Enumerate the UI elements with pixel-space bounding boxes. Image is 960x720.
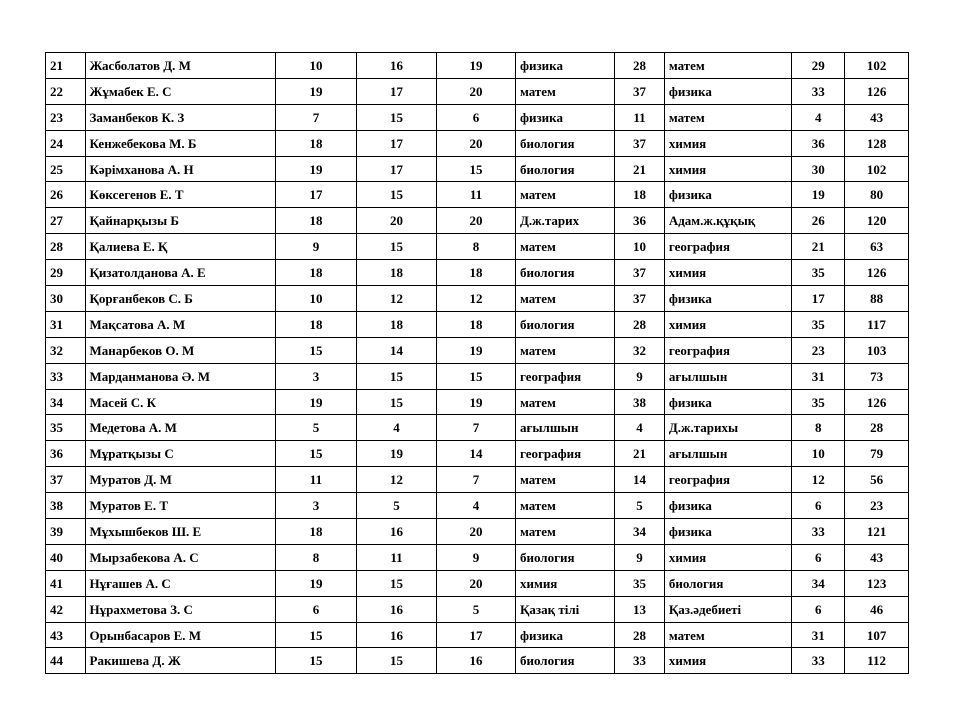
elective-1-subject-cell: география [515, 441, 614, 467]
elective-2-score-cell: 4 [792, 104, 845, 130]
score-3-cell: 9 [436, 544, 515, 570]
elective-2-subject-cell: биология [664, 570, 792, 596]
row-number-cell: 43 [46, 622, 86, 648]
elective-1-score-cell: 11 [615, 104, 665, 130]
elective-1-subject-cell: Д.ж.тарих [515, 208, 614, 234]
total-score-cell: 73 [845, 363, 909, 389]
score-3-cell: 19 [436, 53, 515, 79]
elective-2-subject-cell: физика [664, 389, 792, 415]
score-2-cell: 15 [356, 234, 436, 260]
score-1-cell: 17 [275, 182, 356, 208]
total-score-cell: 126 [845, 78, 909, 104]
student-name-cell: Масей С. К [85, 389, 275, 415]
table-row [46, 493, 909, 519]
elective-2-score-cell: 8 [792, 415, 845, 441]
elective-2-subject-cell: физика [664, 286, 792, 312]
student-name-cell: Мырзабекова А. С [85, 544, 275, 570]
student-name-cell: Мұхышбеков Ш. Е [85, 519, 275, 545]
elective-2-score-cell: 6 [792, 544, 845, 570]
score-2-cell: 15 [356, 363, 436, 389]
total-score-cell: 43 [845, 544, 909, 570]
total-score-cell: 117 [845, 311, 909, 337]
table-row [46, 104, 909, 130]
score-1-cell: 10 [275, 286, 356, 312]
elective-2-score-cell: 36 [792, 130, 845, 156]
elective-2-subject-cell: ағылшын [664, 441, 792, 467]
score-3-cell: 15 [436, 363, 515, 389]
score-2-cell: 11 [356, 544, 436, 570]
score-1-cell: 6 [275, 596, 356, 622]
results-table-body [46, 53, 909, 674]
score-1-cell: 15 [275, 441, 356, 467]
elective-1-score-cell: 4 [615, 415, 665, 441]
elective-1-score-cell: 37 [615, 130, 665, 156]
score-3-cell: 20 [436, 208, 515, 234]
total-score-cell: 126 [845, 389, 909, 415]
student-name-cell: Қайнарқызы Б [85, 208, 275, 234]
elective-1-score-cell: 36 [615, 208, 665, 234]
total-score-cell: 80 [845, 182, 909, 208]
elective-1-subject-cell: матем [515, 78, 614, 104]
student-name-cell: Нұғашев А. С [85, 570, 275, 596]
score-1-cell: 19 [275, 570, 356, 596]
score-1-cell: 8 [275, 544, 356, 570]
score-1-cell: 18 [275, 519, 356, 545]
score-3-cell: 6 [436, 104, 515, 130]
row-number-cell: 44 [46, 648, 86, 674]
score-3-cell: 19 [436, 389, 515, 415]
elective-2-score-cell: 6 [792, 596, 845, 622]
score-2-cell: 16 [356, 53, 436, 79]
score-3-cell: 19 [436, 337, 515, 363]
row-number-cell: 32 [46, 337, 86, 363]
total-score-cell: 121 [845, 519, 909, 545]
elective-2-score-cell: 33 [792, 519, 845, 545]
elective-1-subject-cell: физика [515, 104, 614, 130]
student-name-cell: Муратов Е. Т [85, 493, 275, 519]
elective-1-subject-cell: биология [515, 648, 614, 674]
elective-1-score-cell: 18 [615, 182, 665, 208]
elective-1-subject-cell: матем [515, 467, 614, 493]
score-2-cell: 16 [356, 622, 436, 648]
score-1-cell: 19 [275, 389, 356, 415]
elective-2-subject-cell: география [664, 234, 792, 260]
student-name-cell: Манарбеков О. М [85, 337, 275, 363]
elective-1-score-cell: 21 [615, 441, 665, 467]
score-2-cell: 14 [356, 337, 436, 363]
table-row [46, 53, 909, 79]
elective-2-score-cell: 17 [792, 286, 845, 312]
elective-2-score-cell: 6 [792, 493, 845, 519]
table-row [46, 156, 909, 182]
score-3-cell: 7 [436, 415, 515, 441]
elective-1-subject-cell: матем [515, 389, 614, 415]
elective-2-score-cell: 29 [792, 53, 845, 79]
elective-2-subject-cell: Адам.ж.құқық [664, 208, 792, 234]
elective-1-subject-cell: биология [515, 544, 614, 570]
student-name-cell: Муратов Д. М [85, 467, 275, 493]
elective-1-subject-cell: география [515, 363, 614, 389]
score-1-cell: 19 [275, 156, 356, 182]
score-1-cell: 15 [275, 337, 356, 363]
student-name-cell: Кәрімханова А. Н [85, 156, 275, 182]
student-name-cell: Жұмабек Е. С [85, 78, 275, 104]
elective-2-subject-cell: Д.ж.тарихы [664, 415, 792, 441]
row-number-cell: 41 [46, 570, 86, 596]
score-3-cell: 11 [436, 182, 515, 208]
elective-2-subject-cell: химия [664, 156, 792, 182]
score-3-cell: 20 [436, 519, 515, 545]
elective-2-score-cell: 21 [792, 234, 845, 260]
student-name-cell: Қалиева Е. Қ [85, 234, 275, 260]
student-name-cell: Ракишева Д. Ж [85, 648, 275, 674]
student-name-cell: Мақсатова А. М [85, 311, 275, 337]
score-2-cell: 15 [356, 182, 436, 208]
student-name-cell: Заманбеков К. З [85, 104, 275, 130]
table-row [46, 208, 909, 234]
row-number-cell: 33 [46, 363, 86, 389]
elective-2-subject-cell: география [664, 337, 792, 363]
score-3-cell: 18 [436, 260, 515, 286]
elective-1-subject-cell: физика [515, 53, 614, 79]
score-1-cell: 3 [275, 363, 356, 389]
score-3-cell: 20 [436, 130, 515, 156]
score-3-cell: 17 [436, 622, 515, 648]
elective-2-score-cell: 19 [792, 182, 845, 208]
row-number-cell: 39 [46, 519, 86, 545]
row-number-cell: 26 [46, 182, 86, 208]
elective-1-score-cell: 28 [615, 622, 665, 648]
elective-2-score-cell: 10 [792, 441, 845, 467]
total-score-cell: 56 [845, 467, 909, 493]
student-name-cell: Жасболатов Д. М [85, 53, 275, 79]
total-score-cell: 79 [845, 441, 909, 467]
table-row [46, 260, 909, 286]
elective-2-score-cell: 35 [792, 311, 845, 337]
elective-1-subject-cell: биология [515, 156, 614, 182]
elective-2-subject-cell: матем [664, 104, 792, 130]
table-row [46, 363, 909, 389]
score-1-cell: 18 [275, 208, 356, 234]
total-score-cell: 128 [845, 130, 909, 156]
score-1-cell: 9 [275, 234, 356, 260]
elective-2-score-cell: 35 [792, 260, 845, 286]
elective-1-score-cell: 14 [615, 467, 665, 493]
row-number-cell: 42 [46, 596, 86, 622]
table-row [46, 389, 909, 415]
elective-2-score-cell: 33 [792, 78, 845, 104]
table-row [46, 78, 909, 104]
row-number-cell: 35 [46, 415, 86, 441]
total-score-cell: 126 [845, 260, 909, 286]
total-score-cell: 120 [845, 208, 909, 234]
total-score-cell: 23 [845, 493, 909, 519]
elective-1-subject-cell: физика [515, 622, 614, 648]
elective-2-subject-cell: физика [664, 182, 792, 208]
score-2-cell: 20 [356, 208, 436, 234]
table-row [46, 311, 909, 337]
elective-2-score-cell: 31 [792, 622, 845, 648]
elective-1-score-cell: 35 [615, 570, 665, 596]
elective-2-subject-cell: химия [664, 311, 792, 337]
score-2-cell: 16 [356, 519, 436, 545]
elective-1-score-cell: 28 [615, 311, 665, 337]
score-3-cell: 12 [436, 286, 515, 312]
elective-1-score-cell: 37 [615, 286, 665, 312]
elective-1-score-cell: 21 [615, 156, 665, 182]
table-row [46, 570, 909, 596]
student-name-cell: Көксегенов Е. Т [85, 182, 275, 208]
elective-1-subject-cell: матем [515, 286, 614, 312]
results-table [45, 52, 909, 674]
total-score-cell: 46 [845, 596, 909, 622]
score-1-cell: 3 [275, 493, 356, 519]
elective-2-score-cell: 23 [792, 337, 845, 363]
elective-1-subject-cell: биология [515, 260, 614, 286]
row-number-cell: 37 [46, 467, 86, 493]
score-1-cell: 15 [275, 622, 356, 648]
elective-2-score-cell: 33 [792, 648, 845, 674]
elective-2-subject-cell: физика [664, 493, 792, 519]
table-row [46, 596, 909, 622]
student-name-cell: Орынбасаров Е. М [85, 622, 275, 648]
row-number-cell: 22 [46, 78, 86, 104]
elective-1-subject-cell: Қазақ тілі [515, 596, 614, 622]
score-2-cell: 17 [356, 130, 436, 156]
elective-1-score-cell: 32 [615, 337, 665, 363]
table-row [46, 130, 909, 156]
score-3-cell: 14 [436, 441, 515, 467]
elective-1-score-cell: 34 [615, 519, 665, 545]
total-score-cell: 28 [845, 415, 909, 441]
score-2-cell: 15 [356, 648, 436, 674]
elective-1-subject-cell: матем [515, 493, 614, 519]
table-row [46, 415, 909, 441]
elective-2-subject-cell: физика [664, 78, 792, 104]
score-1-cell: 15 [275, 648, 356, 674]
elective-1-score-cell: 9 [615, 544, 665, 570]
score-1-cell: 18 [275, 130, 356, 156]
total-score-cell: 43 [845, 104, 909, 130]
elective-1-score-cell: 9 [615, 363, 665, 389]
table-row [46, 286, 909, 312]
score-2-cell: 15 [356, 389, 436, 415]
row-number-cell: 28 [46, 234, 86, 260]
row-number-cell: 21 [46, 53, 86, 79]
row-number-cell: 34 [46, 389, 86, 415]
score-1-cell: 11 [275, 467, 356, 493]
score-1-cell: 18 [275, 260, 356, 286]
total-score-cell: 102 [845, 53, 909, 79]
score-2-cell: 17 [356, 78, 436, 104]
elective-1-subject-cell: матем [515, 337, 614, 363]
elective-1-score-cell: 38 [615, 389, 665, 415]
elective-2-score-cell: 34 [792, 570, 845, 596]
score-2-cell: 4 [356, 415, 436, 441]
elective-2-subject-cell: матем [664, 53, 792, 79]
elective-2-subject-cell: география [664, 467, 792, 493]
elective-1-subject-cell: матем [515, 519, 614, 545]
row-number-cell: 30 [46, 286, 86, 312]
score-2-cell: 18 [356, 260, 436, 286]
row-number-cell: 31 [46, 311, 86, 337]
score-1-cell: 18 [275, 311, 356, 337]
score-3-cell: 20 [436, 78, 515, 104]
score-1-cell: 19 [275, 78, 356, 104]
score-3-cell: 20 [436, 570, 515, 596]
score-3-cell: 8 [436, 234, 515, 260]
row-number-cell: 23 [46, 104, 86, 130]
elective-2-subject-cell: химия [664, 544, 792, 570]
elective-2-subject-cell: физика [664, 519, 792, 545]
table-row [46, 337, 909, 363]
elective-2-subject-cell: ағылшын [664, 363, 792, 389]
score-2-cell: 17 [356, 156, 436, 182]
total-score-cell: 102 [845, 156, 909, 182]
elective-2-subject-cell: химия [664, 648, 792, 674]
table-row [46, 519, 909, 545]
table-row [46, 234, 909, 260]
elective-2-subject-cell: химия [664, 260, 792, 286]
elective-2-subject-cell: матем [664, 622, 792, 648]
student-name-cell: Кенжебекова М. Б [85, 130, 275, 156]
student-name-cell: Марданманова Ә. М [85, 363, 275, 389]
elective-1-subject-cell: биология [515, 311, 614, 337]
elective-1-score-cell: 33 [615, 648, 665, 674]
table-row [46, 544, 909, 570]
elective-2-score-cell: 31 [792, 363, 845, 389]
total-score-cell: 123 [845, 570, 909, 596]
score-2-cell: 12 [356, 467, 436, 493]
score-2-cell: 19 [356, 441, 436, 467]
table-row [46, 648, 909, 674]
score-2-cell: 12 [356, 286, 436, 312]
elective-2-score-cell: 26 [792, 208, 845, 234]
score-3-cell: 4 [436, 493, 515, 519]
elective-1-subject-cell: матем [515, 182, 614, 208]
row-number-cell: 29 [46, 260, 86, 286]
score-3-cell: 7 [436, 467, 515, 493]
elective-1-subject-cell: матем [515, 234, 614, 260]
row-number-cell: 38 [46, 493, 86, 519]
elective-2-score-cell: 35 [792, 389, 845, 415]
score-3-cell: 16 [436, 648, 515, 674]
score-2-cell: 16 [356, 596, 436, 622]
row-number-cell: 25 [46, 156, 86, 182]
total-score-cell: 107 [845, 622, 909, 648]
table-row [46, 182, 909, 208]
total-score-cell: 63 [845, 234, 909, 260]
total-score-cell: 103 [845, 337, 909, 363]
elective-2-score-cell: 12 [792, 467, 845, 493]
student-name-cell: Қорғанбеков С. Б [85, 286, 275, 312]
score-2-cell: 5 [356, 493, 436, 519]
score-1-cell: 10 [275, 53, 356, 79]
student-name-cell: Медетова А. М [85, 415, 275, 441]
score-3-cell: 18 [436, 311, 515, 337]
elective-1-subject-cell: химия [515, 570, 614, 596]
student-name-cell: Нұрахметова З. С [85, 596, 275, 622]
score-1-cell: 7 [275, 104, 356, 130]
row-number-cell: 40 [46, 544, 86, 570]
elective-1-score-cell: 28 [615, 53, 665, 79]
score-3-cell: 5 [436, 596, 515, 622]
elective-2-subject-cell: химия [664, 130, 792, 156]
elective-2-subject-cell: Қаз.әдебиеті [664, 596, 792, 622]
elective-1-subject-cell: ағылшын [515, 415, 614, 441]
score-3-cell: 15 [436, 156, 515, 182]
table-row [46, 441, 909, 467]
table-row [46, 467, 909, 493]
elective-1-subject-cell: биология [515, 130, 614, 156]
elective-1-score-cell: 37 [615, 78, 665, 104]
student-name-cell: Мұратқызы С [85, 441, 275, 467]
score-2-cell: 18 [356, 311, 436, 337]
total-score-cell: 112 [845, 648, 909, 674]
student-name-cell: Қизатолданова А. Е [85, 260, 275, 286]
row-number-cell: 24 [46, 130, 86, 156]
elective-1-score-cell: 10 [615, 234, 665, 260]
row-number-cell: 36 [46, 441, 86, 467]
total-score-cell: 88 [845, 286, 909, 312]
elective-1-score-cell: 37 [615, 260, 665, 286]
score-2-cell: 15 [356, 104, 436, 130]
score-1-cell: 5 [275, 415, 356, 441]
elective-1-score-cell: 13 [615, 596, 665, 622]
score-2-cell: 15 [356, 570, 436, 596]
row-number-cell: 27 [46, 208, 86, 234]
table-row [46, 622, 909, 648]
elective-1-score-cell: 5 [615, 493, 665, 519]
elective-2-score-cell: 30 [792, 156, 845, 182]
